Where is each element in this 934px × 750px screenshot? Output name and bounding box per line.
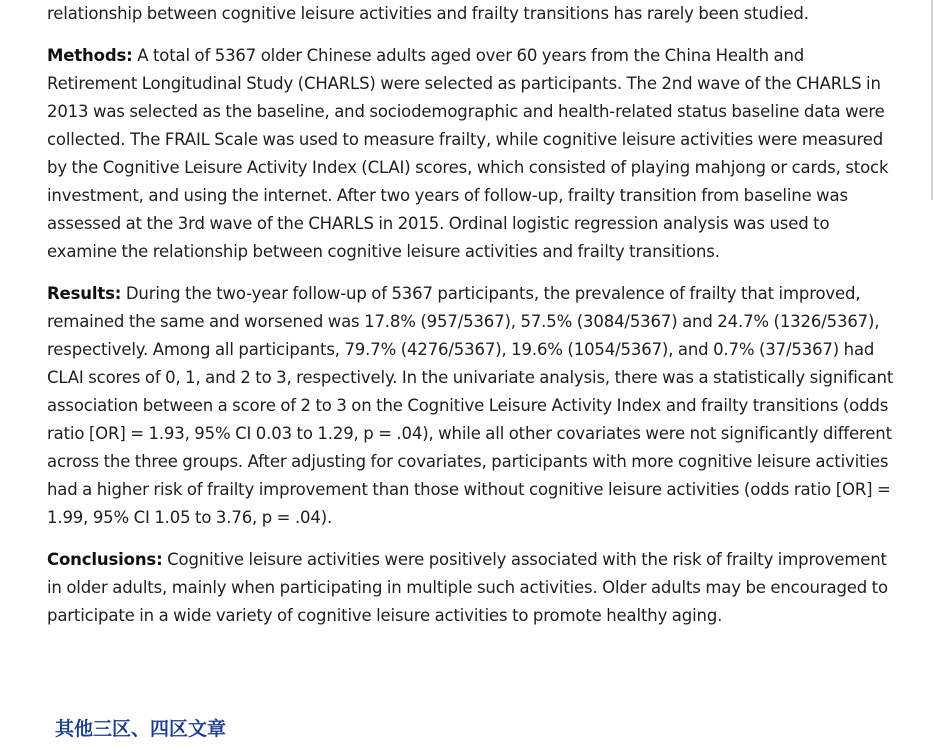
conclusions-label: Conclusions: [47,550,163,569]
results-text: During the two-year follow-up of 5367 participants, the prevalence of frailty that improved, remained the same and worsened was 17.8% (957/5367), 57.5% (3084/5367) and 24.7% (1326/5367), respectively. Among all participants, 79.7% (4276/5367), 19.6% (1054/5367), and 0.7% (37/5367) had CLAI scores of 0, 1, and 2 to 3, respectively. In the univariate analysis, there was a statistically significant association between a score of 2 to 3 on the Cognitive Leisure Activity Index and frailty transitions (odds ratio [OR] = 1.93, 95% CI 0.03 to 1.29, p = .04), while all other covariates were not significantly different across the three groups. After adjusting for covariates, participants with more cognitive leisure activities had a higher risk of frailty improvement than those without cognitive leisure activities (odds ratio [OR] = 1.99, 95% CI 1.05 to 3.76, p = .04). [47,284,894,527]
scrollbar[interactable] [930,0,934,200]
methods-text: A total of 5367 older Chinese adults aged over 60 years from the China Health and Retirement Longitudinal Study (CHARLS) were selected as participants. The 2nd wave of the CHARLS in 2013 was selected as the baseline, and sociodemographic and health-related status baseline data were collected. The FRAIL Scale was used to measure frailty, while cognitive leisure activities were measured by the Cognitive Leisure Activity Index (CLAI) scores, which consisted of playing mahjong or cards, stock investment, and using the internet. After two years of follow-up, frailty transition from baseline was assessed at the 3rd wave of the CHARLS in 2015. Ordinal logistic regression analysis was used to examine the relationship between cognitive leisure activities and frailty transitions. [47,46,889,261]
conclusions-paragraph [47,546,897,630]
scrollbar-thumb[interactable] [931,0,933,200]
results-label: Results: [47,284,122,303]
conclusions-text: Cognitive leisure activities were positively associated with the risk of frailty improvement in older adults, mainly when participating in multiple such activities. Older adults may be encouraged to participate in a wide variety of cognitive leisure activities to promote healthy aging. [47,550,888,625]
abstract-body [47,0,897,630]
section-heading-other-articles: 其他三区、四区文章 [55,718,227,740]
abstract-lead-text: relationship between cognitive leisure activities and frailty transitions has rarely been studied. [47,4,809,23]
methods-paragraph [47,42,897,266]
methods-label: Methods: [47,46,133,65]
results-paragraph [47,280,897,532]
